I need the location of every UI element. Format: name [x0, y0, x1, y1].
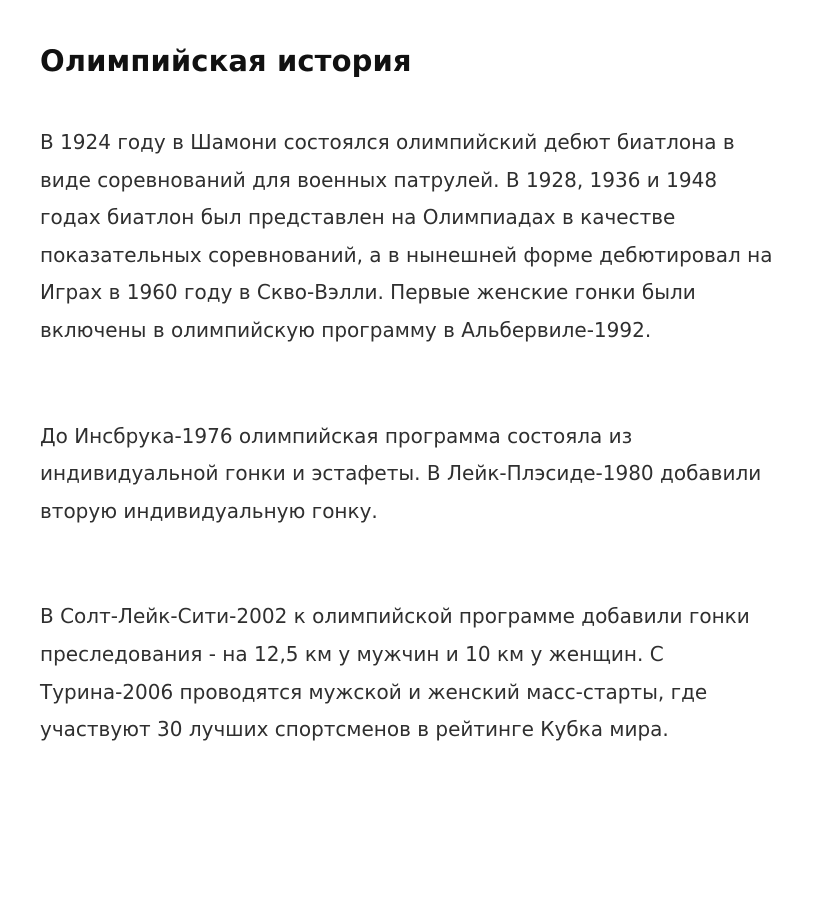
- article-title: Олимпийская история: [40, 44, 412, 78]
- paragraph-innsbruck-lake-placid: До Инсбрука-1976 олимпийская программа состояла из индивидуальной гонки и эстафеты. В Лейк-Плэсиде-1980 добавили вторую индивидуальную гонку.: [40, 423, 762, 523]
- paragraph-olympic-debut: В 1924 году в Шамони состоялся олимпийский дебют биатлона в виде соревнований для военных патрулей. В 1928, 1936 и 1948 годах биатлон был представлен на Олимпиадах в качестве показательных соревнований, а в нынешней форме дебютировал на Играх в 1960 году в Скво-Вэлли. Первые женские гонки были включены в олимпийскую программу в Альбервиле-1992.: [40, 130, 773, 342]
- paragraph-salt-lake-turin: В Солт-Лейк-Сити-2002 к олимпийской программе добавили гонки преследования - на 12,5 км у мужчин и 10 км у женщин. С Турина-2006 проводятся мужской и женский масс-старты, где участвуют 30 лучших спортсменов в рейтинге Кубка мира.: [40, 604, 750, 742]
